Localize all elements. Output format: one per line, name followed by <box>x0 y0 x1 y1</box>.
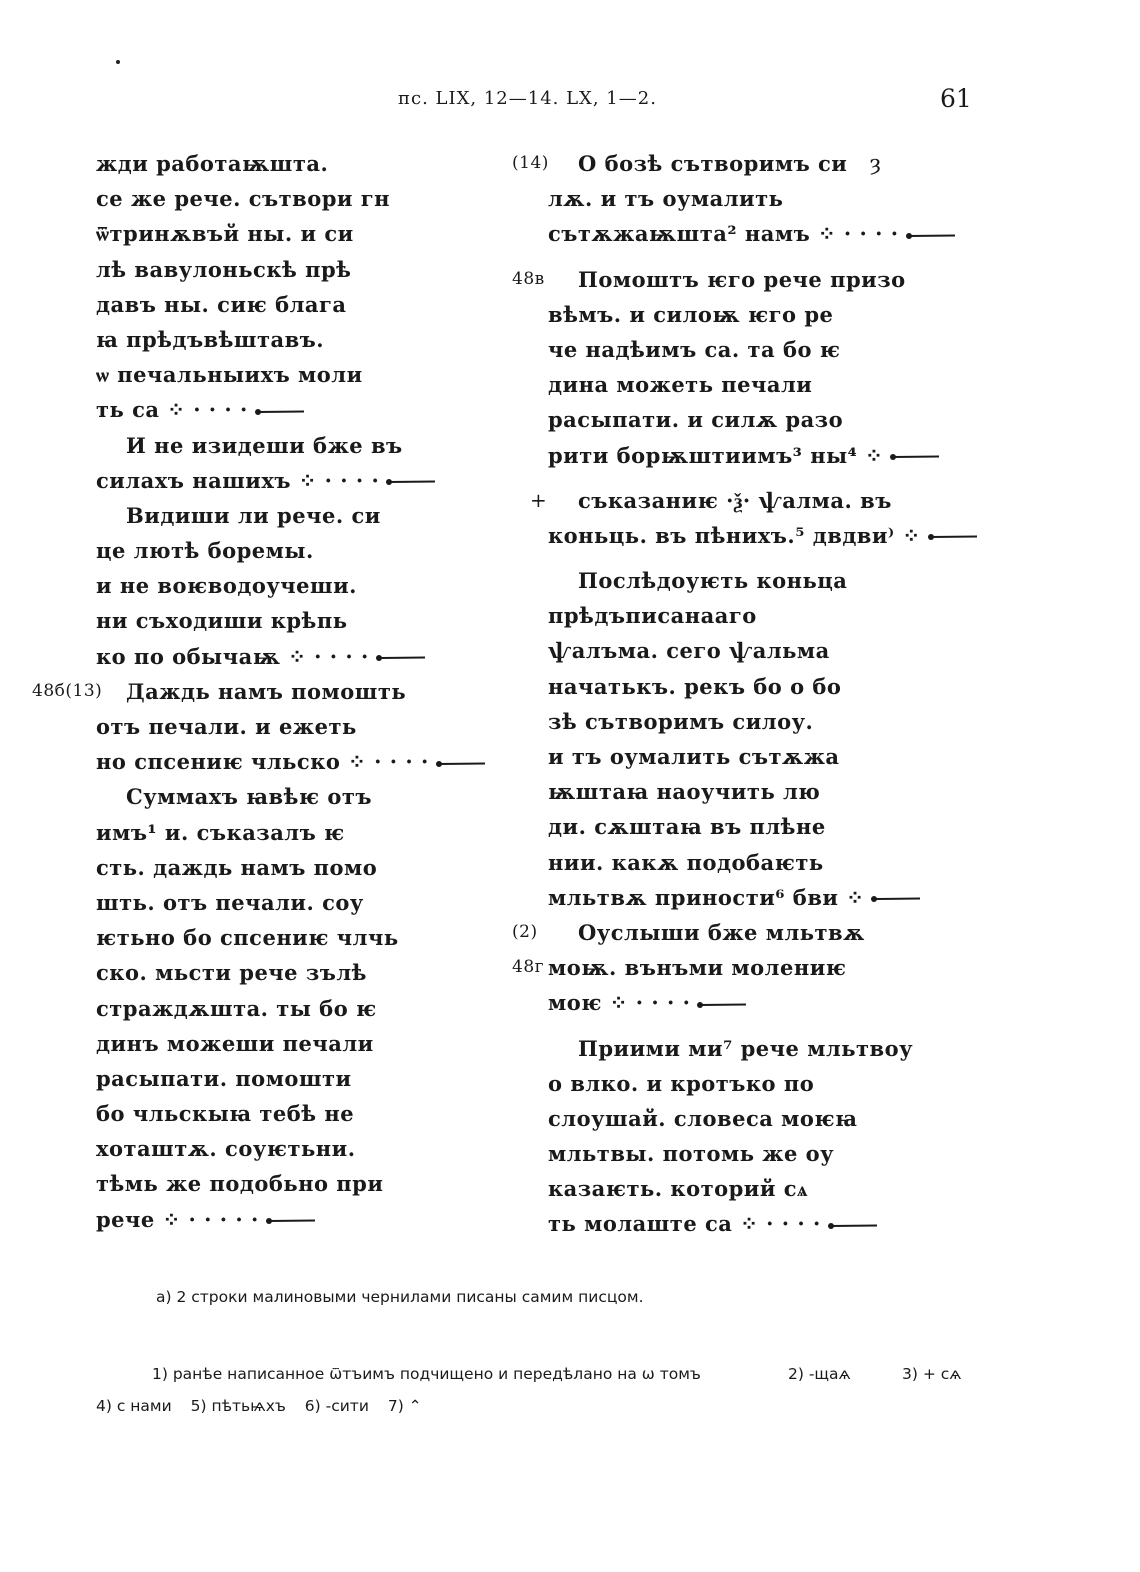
footnote-6: 6) -сити <box>304 1397 369 1415</box>
line-text: сть. даждь намъ помо <box>96 854 378 880</box>
line-text: Послѣдоуѥть коньца <box>578 568 848 594</box>
text-line <box>512 262 988 297</box>
text-line <box>96 498 476 533</box>
text-line <box>96 322 476 357</box>
end-stroke-mark <box>435 759 487 769</box>
line-text: се же рече. сътвори гн <box>96 186 391 212</box>
line-text: сътѫжаѭшта² намъ ⁘ · · · · <box>548 221 899 247</box>
text-line <box>96 920 476 955</box>
end-stroke-mark <box>905 231 957 241</box>
text-line <box>548 438 988 473</box>
line-text: расыпати. помошти <box>96 1065 352 1091</box>
text-line <box>548 845 988 880</box>
line-text: съказаниѥ ·ѯ· ѱалма. въ <box>578 487 892 513</box>
line-text: коньць. въ пѣнихъ.⁵ двдви⁾ ⁘ <box>548 522 921 548</box>
line-text: О бозѣ сътворимъ си <box>578 151 848 176</box>
text-line <box>548 739 988 774</box>
text-line <box>548 297 988 332</box>
line-text: и тъ оумалить сътѫжа <box>548 744 840 769</box>
line-text: начатькъ. рекъ бо о бо <box>548 673 842 699</box>
footnote-4: 4) с нами <box>96 1397 172 1415</box>
line-text: Суммахъ ꙗвѣѥ отъ <box>126 784 373 810</box>
line-text: лѫ. и тъ оумалить <box>548 186 784 212</box>
text-line <box>548 809 988 844</box>
line-text: ди. сѫштаꙗ въ плѣне <box>548 814 826 840</box>
footnote-row <box>96 1358 996 1390</box>
text-line <box>548 563 988 598</box>
text-line <box>96 850 476 885</box>
text-line <box>512 915 988 950</box>
text-line <box>548 774 988 809</box>
cross-mark: + <box>530 487 548 512</box>
line-text: ѭштаꙗ наоучить лю <box>548 779 821 805</box>
text-line <box>96 287 476 322</box>
text-line <box>96 252 476 287</box>
ink-speck <box>116 60 120 64</box>
text-line <box>548 598 988 633</box>
text-line <box>548 402 988 437</box>
text-line <box>96 428 476 463</box>
text-line <box>96 1202 476 1237</box>
line-text: давъ ны. сиѥ блага <box>96 291 347 317</box>
line-text: ни съходиши крѣпь <box>96 608 348 634</box>
text-line <box>96 815 476 850</box>
line-text: страждѫшта. ты бо ѥ <box>96 995 377 1021</box>
line-text: Видиши ли рече. си <box>126 502 381 528</box>
left-column <box>32 146 476 1237</box>
line-text: рити борѭштиимъ³ ны⁴ ⁘ <box>548 442 884 468</box>
text-line <box>512 146 988 181</box>
line-text: ѥтьно бо спсениѥ члчь <box>96 925 399 951</box>
line-text: Оуслыши бже мльтвѫ <box>578 919 865 945</box>
line-text: Приими ми⁷ рече мльтвоу <box>578 1035 914 1061</box>
text-line <box>96 1061 476 1096</box>
footnotes <box>96 1358 996 1422</box>
text-line <box>96 639 476 674</box>
margin-reference: 48б(13) <box>32 680 103 701</box>
line-text: вѣмъ. и силоѭ ѥго ре <box>548 301 834 327</box>
text-line <box>96 955 476 990</box>
end-stroke-mark <box>265 1216 317 1226</box>
line-text: слоушай. словеса моѥꙗ <box>548 1105 858 1131</box>
right-column <box>512 146 988 1242</box>
end-stroke-mark <box>375 653 427 663</box>
footnote-7: 7) ⌃ <box>387 1397 422 1415</box>
end-stroke-mark <box>870 894 922 904</box>
line-text: ско. мьсти рече зълѣ <box>96 960 367 986</box>
text-line <box>548 367 988 402</box>
line-text: И не изидеши бже въ <box>126 432 403 458</box>
line-text: рече ⁘ · · · · · <box>96 1206 259 1232</box>
text-line <box>548 181 988 216</box>
line-text: прѣдъписанааго <box>548 603 757 629</box>
text-line <box>96 744 476 779</box>
psalm-reference: пс. LIX, 12—14. LX, 1—2. <box>398 88 657 109</box>
line-text: о влко. и кротъко по <box>548 1070 815 1096</box>
text-line <box>96 709 476 744</box>
text-line <box>96 181 476 216</box>
line-text: моѭ. вънъми молениѥ <box>548 955 847 981</box>
line-text: ѿтринѫвъй ны. и си <box>96 221 354 247</box>
text-line <box>96 357 476 392</box>
text-line <box>96 1096 476 1131</box>
line-text: имъ¹ и. съказалъ ѥ <box>96 819 345 845</box>
line-text: че надѣимъ са. та бо ѥ <box>548 336 841 362</box>
line-text: расыпати. и силѫ разо <box>548 407 844 433</box>
line-text: казаѥть. которий сѧ <box>548 1176 809 1202</box>
end-stroke-mark <box>889 452 941 462</box>
line-text: бо чльскыꙗ тебѣ не <box>96 1101 355 1127</box>
text-line <box>96 533 476 568</box>
text-line <box>548 518 988 553</box>
text-line <box>96 603 476 638</box>
line-text: ть молаште са ⁘ · · · · <box>548 1211 821 1237</box>
line-text: мльтвы. потомь же оу <box>548 1141 835 1167</box>
footnote-5: 5) пѣтьѩхъ <box>190 1397 286 1415</box>
line-text: силахъ нашихъ ⁘ · · · · <box>96 467 380 493</box>
text-line <box>96 216 476 251</box>
footnote-2: 2) -щаѧ <box>788 1365 851 1383</box>
text-line <box>548 633 988 668</box>
line-text: ко по обычаѭ ⁘ · · · · <box>96 643 369 669</box>
line-text: Помоштъ ѥго рече призо <box>578 266 906 292</box>
text-line <box>548 1066 988 1101</box>
margin-reference: (14) <box>512 153 549 173</box>
text-line <box>548 1101 988 1136</box>
footnote-1: 1) ранѣе написанное ѿтъимъ подчищено и передѣлано на ѡ томъ <box>152 1365 701 1383</box>
line-text: нии. какѫ подобаѥть <box>548 849 824 875</box>
end-stroke-mark <box>254 407 306 417</box>
end-stroke-mark <box>827 1221 879 1231</box>
footnote-row <box>96 1390 996 1422</box>
margin-reference: (2) <box>512 921 538 942</box>
line-text: тѣмь же подобьно при <box>96 1171 384 1197</box>
text-line <box>96 779 476 814</box>
text-line <box>96 392 476 427</box>
text-line <box>96 1131 476 1166</box>
line-text: мльтвѫ приности⁶ бви ⁘ <box>548 884 865 910</box>
text-line <box>96 146 476 181</box>
line-text: динъ можеши печали <box>96 1030 374 1056</box>
line-text: ть са ⁘ · · · · <box>96 397 248 423</box>
text-line <box>548 1171 988 1206</box>
text-line <box>548 1206 988 1241</box>
line-text: ѱалъма. сего ѱальма <box>548 638 830 664</box>
side-mark: ȝ <box>870 151 882 175</box>
text-line <box>96 568 476 603</box>
end-stroke-mark <box>696 1000 748 1010</box>
line-text: Даждь намъ помошть <box>126 678 407 704</box>
line-text: дина можеть печали <box>548 372 813 398</box>
end-stroke-mark <box>385 477 437 487</box>
text-line <box>548 332 988 367</box>
line-text: ꙗ прѣдъвѣштавъ. <box>96 326 325 352</box>
text-line <box>548 985 988 1020</box>
text-line <box>96 1166 476 1201</box>
line-text: но спсениѥ чльско ⁘ · · · · <box>96 749 429 775</box>
end-stroke-mark <box>927 532 979 542</box>
line-text: зѣ сътворимъ силоу. <box>548 708 814 734</box>
line-text: хоташтѫ. соуѥтьни. <box>96 1136 356 1162</box>
text-line <box>32 674 476 709</box>
line-text: лѣ вавулоньскѣ прѣ <box>96 256 352 282</box>
page-number: 61 <box>940 84 972 113</box>
line-text: шть. отъ печали. соу <box>96 889 364 915</box>
line-text: це лютѣ боремы. <box>96 538 314 564</box>
text-line <box>96 991 476 1026</box>
footnote-3: 3) + сѧ <box>902 1365 962 1383</box>
line-text: моѥ ⁘ · · · · <box>548 990 691 1016</box>
line-text: ѡ печальныихъ моли <box>96 362 363 388</box>
margin-reference: 48г <box>512 957 545 978</box>
text-line <box>96 463 476 498</box>
line-text: и не воѥводоучеши. <box>96 573 357 599</box>
text-line <box>548 704 988 739</box>
text-line <box>548 1031 988 1066</box>
text-line <box>96 1026 476 1061</box>
line-text: отъ печали. и ежеть <box>96 714 357 739</box>
text-line <box>548 1136 988 1171</box>
margin-reference: 48в <box>512 268 545 289</box>
footnote-a: а) 2 строки малиновыми чернилами писаны самим писцом. <box>156 1288 644 1306</box>
text-line <box>548 669 988 704</box>
text-line <box>96 885 476 920</box>
text-line <box>530 483 988 518</box>
text-line <box>512 950 988 985</box>
text-line <box>548 216 988 251</box>
line-text: жди работаѭшта. <box>96 151 329 176</box>
text-line <box>548 880 988 915</box>
